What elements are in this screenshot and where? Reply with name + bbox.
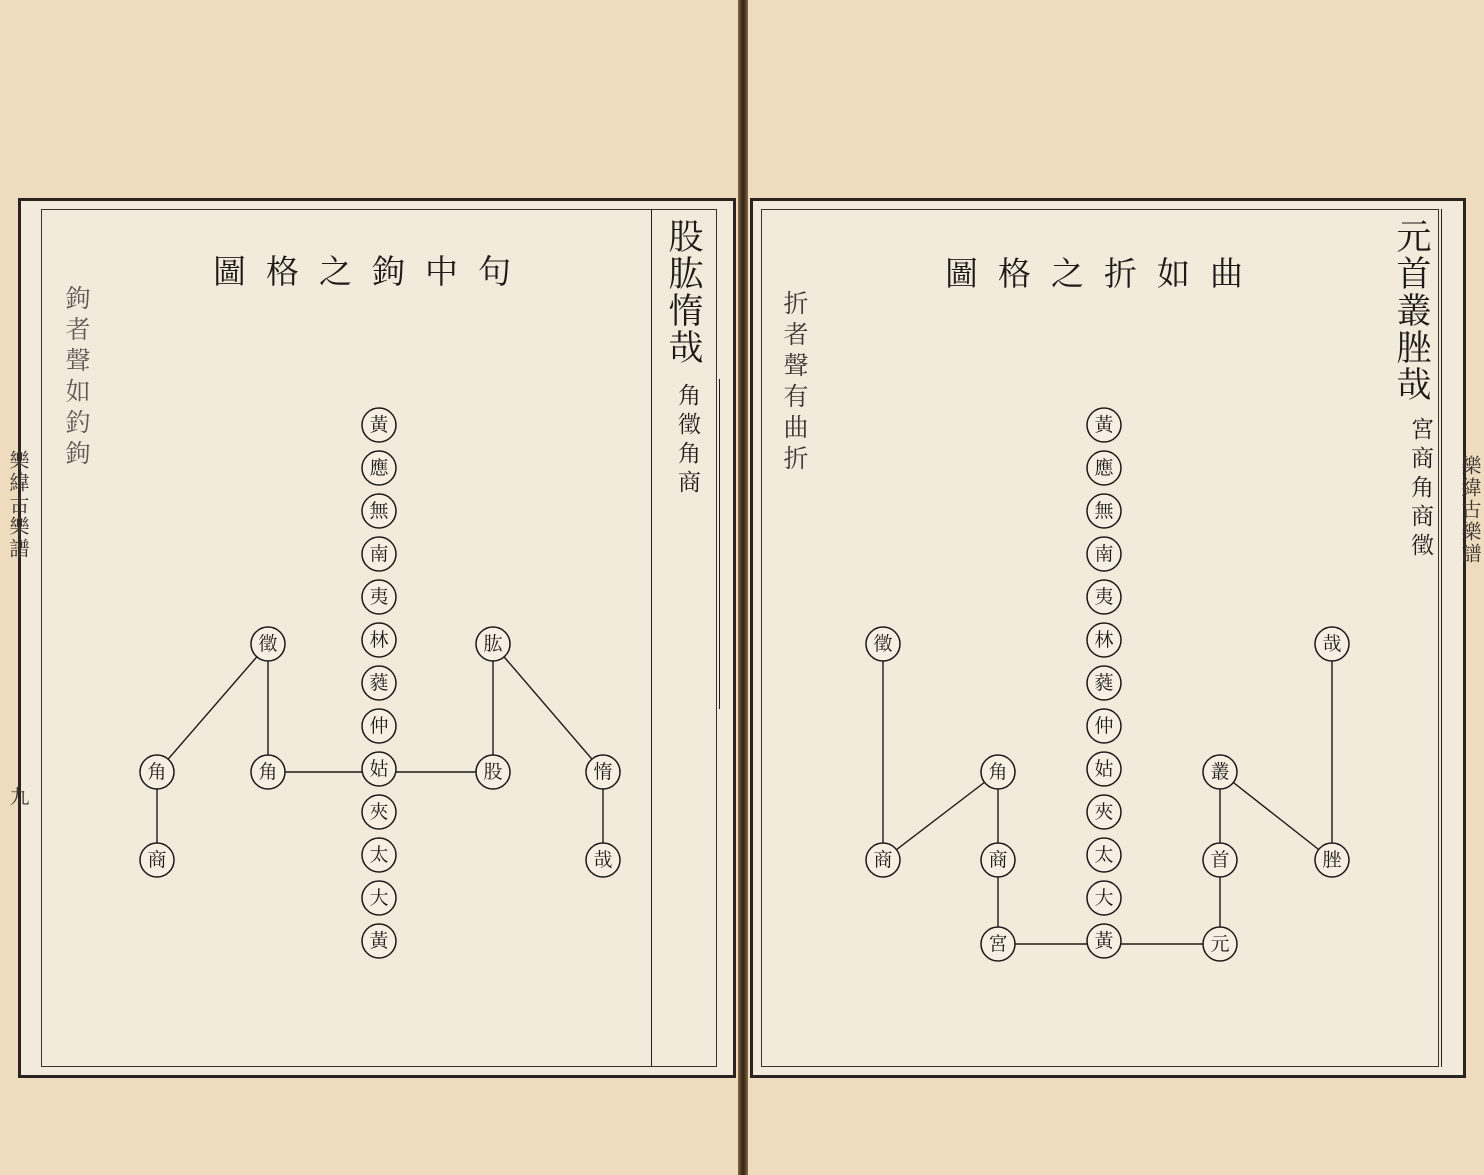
- svg-text:太: 太: [1094, 844, 1114, 866]
- svg-text:肱: 肱: [483, 633, 503, 655]
- svg-text:夾: 夾: [369, 801, 389, 823]
- right-pitch-node: [1087, 580, 1121, 614]
- svg-text:哉: 哉: [593, 849, 613, 871]
- svg-text:應: 應: [1094, 457, 1114, 479]
- svg-text:元: 元: [1210, 933, 1230, 955]
- svg-text:仲: 仲: [1094, 715, 1114, 737]
- right-pitch-node: [1087, 838, 1121, 872]
- svg-text:角: 角: [147, 761, 167, 783]
- svg-text:首: 首: [1210, 849, 1230, 871]
- right-node-cuo: [1315, 843, 1349, 877]
- svg-text:夾: 夾: [1094, 801, 1114, 823]
- right-margin-title: 樂緯古樂譜: [1458, 455, 1482, 565]
- right-node-zai: [1315, 627, 1349, 661]
- svg-text:黃: 黃: [1094, 414, 1114, 436]
- right-pitch-node: [1087, 881, 1121, 915]
- svg-text:徵: 徵: [873, 633, 893, 655]
- right-phrase: 元首叢脞哉: [1391, 218, 1431, 403]
- right-pitch-node: [1087, 623, 1121, 657]
- right-node-zhi: [866, 627, 900, 661]
- svg-text:徵: 徵: [258, 633, 278, 655]
- right-node-cong: [1203, 755, 1237, 789]
- svg-text:蕤: 蕤: [369, 672, 389, 694]
- right-modes: 宮商角商徵: [1407, 417, 1433, 562]
- left-modes: 角徵角商: [674, 383, 700, 499]
- svg-text:林: 林: [1094, 629, 1114, 651]
- left-phrase: 股肱惰哉: [663, 218, 703, 366]
- svg-text:黃: 黃: [369, 414, 389, 436]
- svg-text:商: 商: [988, 849, 1008, 871]
- svg-text:叢: 叢: [1210, 761, 1230, 783]
- svg-text:南: 南: [369, 543, 389, 565]
- svg-text:黃: 黃: [369, 930, 389, 952]
- right-note: 折者聲有曲折: [780, 290, 809, 476]
- svg-text:股: 股: [483, 761, 503, 783]
- right-diagram-title: 曲如折之格圖: [945, 254, 1263, 293]
- right-node-jue: [981, 755, 1015, 789]
- svg-text:林: 林: [369, 629, 389, 651]
- right-node-yuan: [1203, 927, 1237, 961]
- svg-text:脞: 脞: [1322, 849, 1342, 871]
- right-node-shang-inner: [981, 843, 1015, 877]
- svg-text:惰: 惰: [593, 761, 613, 783]
- svg-text:夷: 夷: [369, 586, 389, 608]
- right-pitch-column: [1087, 408, 1121, 958]
- svg-text:無: 無: [369, 500, 389, 522]
- svg-text:南: 南: [1094, 543, 1114, 565]
- right-node-shang-outer: [866, 843, 900, 877]
- svg-text:角: 角: [258, 761, 278, 783]
- left-note: 鉤者聲如釣鉤: [62, 285, 91, 471]
- right-pitch-node: [1087, 924, 1121, 958]
- left-margin-page: 九: [6, 786, 30, 808]
- left-diagram-title: 句中鉤之格圖: [213, 252, 531, 291]
- right-node-shou: [1203, 843, 1237, 877]
- right-pitch-node: [1087, 494, 1121, 528]
- svg-text:姑: 姑: [369, 758, 389, 780]
- svg-text:夷: 夷: [1094, 586, 1114, 608]
- svg-text:大: 大: [1094, 887, 1114, 909]
- svg-text:應: 應: [369, 457, 389, 479]
- svg-text:宮: 宮: [988, 933, 1008, 955]
- right-pitch-node: [1087, 666, 1121, 700]
- svg-text:仲: 仲: [369, 715, 389, 737]
- svg-text:哉: 哉: [1322, 633, 1342, 655]
- svg-text:商: 商: [873, 849, 893, 871]
- svg-text:無: 無: [1094, 500, 1114, 522]
- right-link: [883, 772, 998, 860]
- right-pitch-node: [1087, 752, 1121, 786]
- svg-text:大: 大: [369, 887, 389, 909]
- right-link: [1220, 772, 1332, 860]
- right-pitch-node: [1087, 795, 1121, 829]
- right-pitch-node: [1087, 537, 1121, 571]
- right-pitch-node: [1087, 408, 1121, 442]
- right-node-gong: [981, 927, 1015, 961]
- right-pitch-node: [1087, 451, 1121, 485]
- left-margin-title: 樂緯古樂譜: [6, 450, 30, 560]
- svg-text:姑: 姑: [1094, 758, 1114, 780]
- svg-text:蕤: 蕤: [1094, 672, 1114, 694]
- svg-text:商: 商: [147, 849, 167, 871]
- right-pitch-node: [1087, 709, 1121, 743]
- svg-text:黃: 黃: [1094, 930, 1114, 952]
- svg-text:角: 角: [988, 761, 1008, 783]
- svg-text:太: 太: [369, 844, 389, 866]
